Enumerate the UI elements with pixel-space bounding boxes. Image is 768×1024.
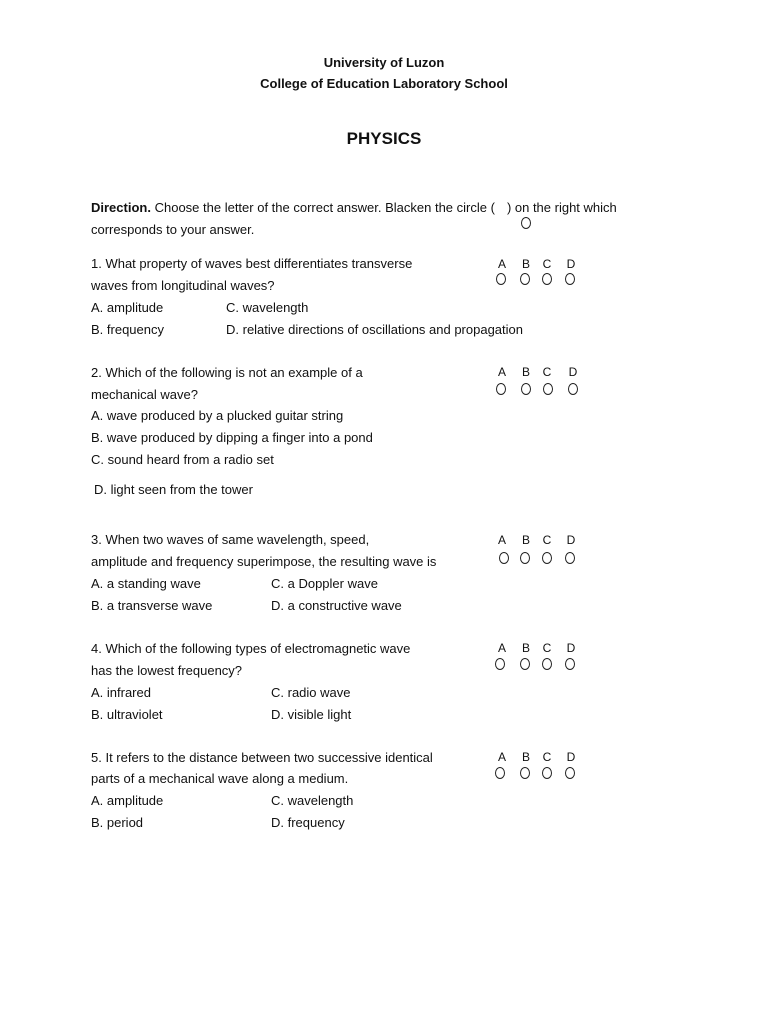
question-4-option-d: D. visible light xyxy=(271,707,352,722)
q1-letter-b: B xyxy=(521,257,530,271)
q4-answer-circle-d[interactable] xyxy=(565,658,575,670)
q3-letter-c: C xyxy=(542,533,552,547)
question-4-option-b: B. ultraviolet xyxy=(91,707,163,722)
q1-letter-d: D xyxy=(566,257,576,271)
question-5-option-a: A. amplitude xyxy=(91,793,164,808)
question-2-option-d: D. light seen from the tower xyxy=(94,482,253,497)
q3-answer-circle-b[interactable] xyxy=(520,552,530,564)
question-5-stem-line-2: parts of a mechanical wave along a medium. xyxy=(91,771,349,786)
q2-letter-a: A xyxy=(497,365,506,379)
q5-letter-d: D xyxy=(566,750,576,764)
q3-letter-a: A xyxy=(497,533,506,547)
q5-letter-a: A xyxy=(497,750,506,764)
question-1-option-a: A. amplitude xyxy=(91,300,164,315)
question-2-option-a: A. wave produced by a plucked guitar string xyxy=(91,408,344,423)
q2-answer-circle-d[interactable] xyxy=(568,383,578,395)
q5-letter-b: B xyxy=(521,750,530,764)
question-3-stem-line-1: 3. When two waves of same wavelength, speed, xyxy=(91,532,370,547)
question-5-option-d: D. frequency xyxy=(271,815,345,830)
direction-line-1 xyxy=(91,200,617,216)
question-3-option-b: B. a transverse wave xyxy=(91,598,213,613)
subject-title: PHYSICS xyxy=(346,129,422,148)
q2-letter-b: B xyxy=(521,365,530,379)
q3-letter-b: B xyxy=(521,533,530,547)
q1-answer-circle-d[interactable] xyxy=(565,273,575,285)
q4-letter-a: A xyxy=(497,641,506,655)
q1-answer-circle-c[interactable] xyxy=(542,273,552,285)
question-1-option-d: D. relative directions of oscillations and propagation xyxy=(226,322,524,337)
q5-letter-c: C xyxy=(542,750,552,764)
q2-letter-c: C xyxy=(542,365,552,379)
sample-answer-circle xyxy=(521,217,531,229)
q2-answer-circle-c[interactable] xyxy=(543,383,553,395)
q4-letter-d: D xyxy=(566,641,576,655)
q1-letter-a: A xyxy=(497,257,506,271)
question-4-option-a: A. infrared xyxy=(91,685,151,700)
q3-letter-d: D xyxy=(566,533,576,547)
university-name: University of Luzon xyxy=(323,55,445,70)
question-4-stem-line-1: 4. Which of the following types of electromagnetic wave xyxy=(91,641,411,656)
q4-letter-c: C xyxy=(542,641,552,655)
question-3-option-d: D. a constructive wave xyxy=(271,598,402,613)
question-3-option-c: C. a Doppler wave xyxy=(271,576,378,591)
q4-answer-circle-c[interactable] xyxy=(542,658,552,670)
question-2-option-c: C. sound heard from a radio set xyxy=(91,452,274,467)
q3-answer-circle-c[interactable] xyxy=(542,552,552,564)
question-2-option-b: B. wave produced by dipping a finger into a pond xyxy=(91,430,373,445)
q1-answer-circle-b[interactable] xyxy=(520,273,530,285)
q1-letter-c: C xyxy=(542,257,552,271)
q2-answer-circle-a[interactable] xyxy=(496,383,506,395)
direction-line-2: corresponds to your answer. xyxy=(91,222,255,237)
question-5-stem-line-1: 5. It refers to the distance between two successive identical xyxy=(91,750,433,765)
q1-answer-circle-a[interactable] xyxy=(496,273,506,285)
q3-answer-circle-d[interactable] xyxy=(565,552,575,564)
question-5-option-c: C. wavelength xyxy=(271,793,354,808)
q2-letter-d: D xyxy=(568,365,578,379)
question-1-stem-line-1: 1. What property of waves best differentiates transverse xyxy=(91,256,413,271)
college-name: College of Education Laboratory School xyxy=(260,76,508,91)
question-1-stem-line-2: waves from longitudinal waves? xyxy=(91,278,275,293)
question-3-stem-line-2: amplitude and frequency superimpose, the resulting wave is xyxy=(91,554,437,569)
direction-text-after: ) on the right which xyxy=(506,200,617,215)
q2-answer-circle-b[interactable] xyxy=(521,383,531,395)
question-2-stem-line-2: mechanical wave? xyxy=(91,387,198,402)
question-2-stem-line-1: 2. Which of the following is not an example of a xyxy=(91,365,363,380)
q5-answer-circle-c[interactable] xyxy=(542,767,552,779)
question-4-option-c: C. radio wave xyxy=(271,685,351,700)
q5-answer-circle-d[interactable] xyxy=(565,767,575,779)
direction-label: Direction. xyxy=(91,200,151,215)
question-3-option-a: A. a standing wave xyxy=(91,576,201,591)
q4-letter-b: B xyxy=(521,641,530,655)
question-1-option-b: B. frequency xyxy=(91,322,164,337)
direction-text: Choose the letter of the correct answer. Blacken the circle ( xyxy=(154,200,495,215)
question-1-option-c: C. wavelength xyxy=(226,300,309,315)
question-4-stem-line-2: has the lowest frequency? xyxy=(91,663,243,678)
q3-answer-circle-a[interactable] xyxy=(499,552,509,564)
q4-answer-circle-b[interactable] xyxy=(520,658,530,670)
question-5-option-b: B. period xyxy=(91,815,144,830)
q5-answer-circle-a[interactable] xyxy=(495,767,505,779)
q5-answer-circle-b[interactable] xyxy=(520,767,530,779)
q4-answer-circle-a[interactable] xyxy=(495,658,505,670)
